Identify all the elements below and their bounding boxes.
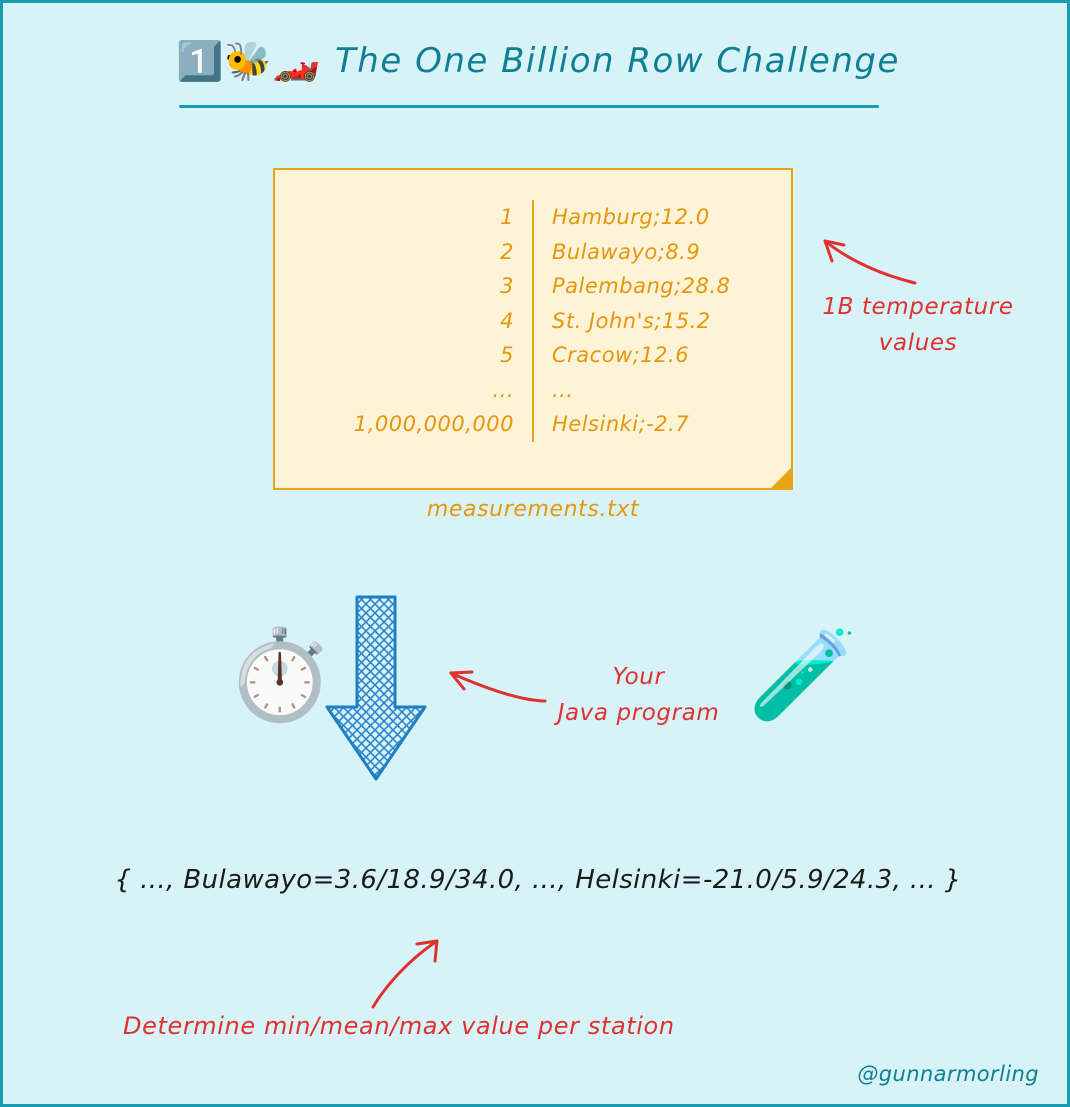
annotation-temperature-values-line1: 1B temperature [822,294,1014,320]
row-value: Palembang;28.8 [552,274,731,298]
row-value: Cracow;12.6 [552,343,690,367]
title-underline [179,105,879,108]
row-value: Helsinki;-2.7 [552,412,690,436]
row-number: 4 [500,308,514,333]
measurements-file-card [273,168,793,490]
row-value: ... [552,377,574,402]
arrow-to-file-icon [803,225,923,295]
row-value-column [534,200,782,442]
stopwatch-icon: ⏱️ [225,623,335,726]
title-text: The One Billion Row Challenge [335,41,900,81]
row-number: 2 [500,239,514,264]
row-value: Hamburg;12.0 [552,205,710,229]
annotation-java-program [531,659,746,731]
arrow-to-result-icon [351,933,461,1013]
down-arrow-icon [321,595,431,783]
title-emoji-icons: 1️⃣🐝🏎️ [176,39,322,83]
row-number-column [284,200,534,442]
result-output-text: { ..., Bulawayo=3.6/18.9/34.0, ..., Helsinki=-21.0/5.9/24.3, ... } [114,865,962,895]
row-number: 3 [500,274,514,298]
page-title [3,41,1070,81]
test-tube-icon: 🧪 [748,623,858,726]
row-number: 5 [500,343,514,367]
row-value: Bulawayo;8.9 [552,239,701,264]
row-value: St. John's;15.2 [552,308,711,333]
annotation-java-program-line2: Java program [557,700,720,726]
file-rows-table [275,200,791,442]
row-number: ... [492,377,514,402]
author-handle: @gunnarmorling [857,1062,1039,1086]
page-fold-icon [770,467,792,489]
annotation-java-program-line1: Your [612,664,665,690]
annotation-determine-stats: Determine min/mean/max value per station [123,1012,675,1040]
annotation-temperature-values [793,289,1043,361]
row-number: 1,000,000,000 [353,412,514,436]
row-number: 1 [500,205,514,229]
file-name-caption: measurements.txt [426,497,640,522]
annotation-temperature-values-line2: values [878,330,958,356]
